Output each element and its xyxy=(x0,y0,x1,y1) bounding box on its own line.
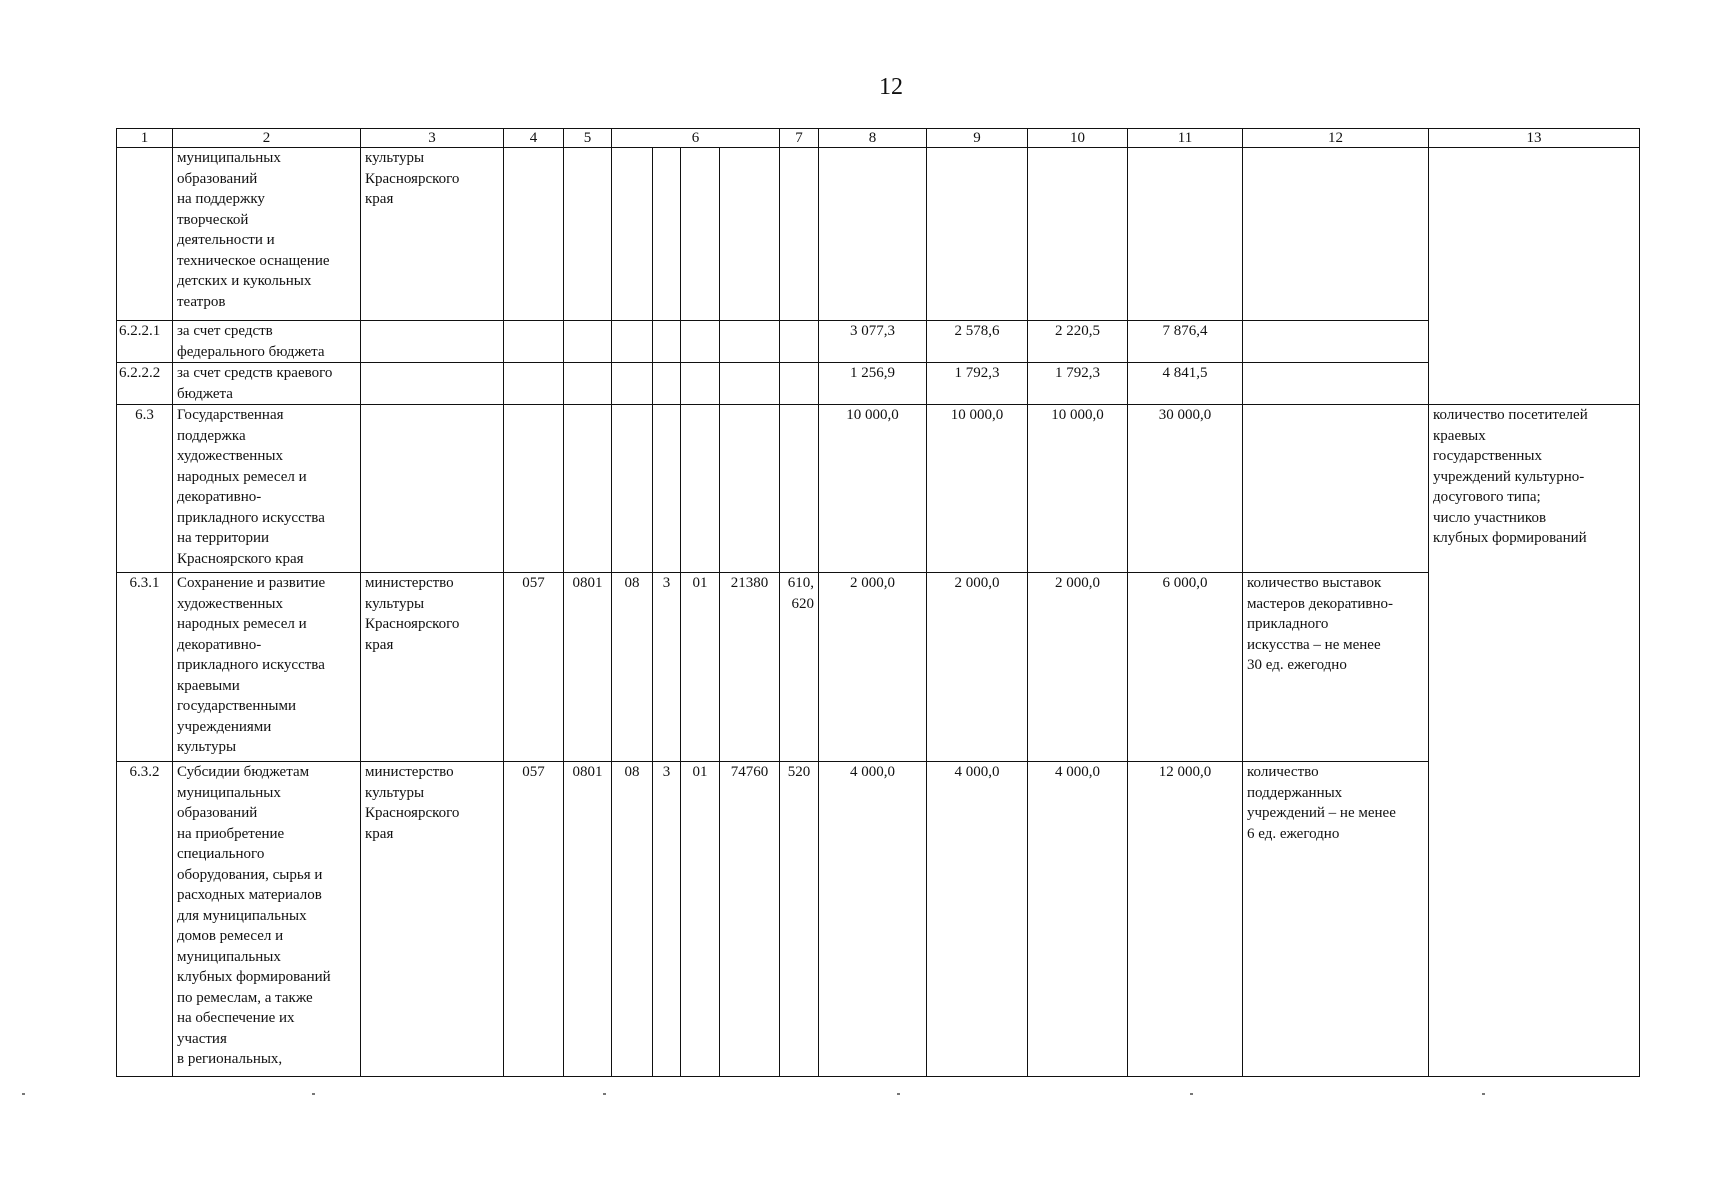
administrator: министерство культуры Красноярского края xyxy=(361,762,504,1077)
csr-code-part xyxy=(653,321,681,363)
year2-amount: 1 792,3 xyxy=(927,363,1028,405)
year2-amount: 4 000,0 xyxy=(927,762,1028,1077)
column-header: 11 xyxy=(1128,129,1243,148)
row-number: 6.3.1 xyxy=(117,573,173,762)
csr-code-part xyxy=(612,321,653,363)
year3-amount: 10 000,0 xyxy=(1028,405,1128,573)
grbs-code: 057 xyxy=(504,573,564,762)
indicator-cell-empty xyxy=(1429,148,1640,405)
csr-code-part xyxy=(653,363,681,405)
grbs-code: 057 xyxy=(504,762,564,1077)
csr-code-part xyxy=(720,148,780,321)
row-number: 6.2.2.1 xyxy=(117,321,173,363)
activity-name: за счет средств федерального бюджета xyxy=(173,321,361,363)
csr-code-part: 01 xyxy=(681,762,720,1077)
column-header: 10 xyxy=(1028,129,1128,148)
year3-amount xyxy=(1028,148,1128,321)
activity-name: Государственная поддержка художественных народных ремесел и декоративно- прикладного искусства на территории Красноярского края xyxy=(173,405,361,573)
administrator xyxy=(361,363,504,405)
scan-speck xyxy=(312,1093,315,1095)
year3-amount: 2 000,0 xyxy=(1028,573,1128,762)
column-header: 4 xyxy=(504,129,564,148)
column-header: 1 xyxy=(117,129,173,148)
vr-code xyxy=(780,405,819,573)
csr-code-part: 3 xyxy=(653,762,681,1077)
table-row xyxy=(117,321,1640,363)
scan-speck xyxy=(22,1093,25,1095)
scan-speck xyxy=(1482,1093,1485,1095)
year1-amount: 3 077,3 xyxy=(819,321,927,363)
year1-amount: 4 000,0 xyxy=(819,762,927,1077)
scan-speck xyxy=(1190,1093,1193,1095)
column-header: 13 xyxy=(1429,129,1640,148)
csr-code-part xyxy=(653,148,681,321)
rzpr-code xyxy=(564,321,612,363)
csr-code-part: 3 xyxy=(653,573,681,762)
column-header: 6 xyxy=(612,129,780,148)
year3-amount: 4 000,0 xyxy=(1028,762,1128,1077)
scan-speck xyxy=(897,1093,900,1095)
expected-result: количество выставок мастеров декоративно- прикладного искусства – не менее 30 ед. ежегодно xyxy=(1243,573,1429,762)
rzpr-code: 0801 xyxy=(564,573,612,762)
activity-name: Субсидии бюджетам муниципальных образований на приобретение специального оборудования, сырья и расходных материалов для муниципальных домов ремесел и муниципальных клубных формирований по ремеслам, а также на обеспечение их участия в региональных, xyxy=(173,762,361,1077)
year2-amount: 2 578,6 xyxy=(927,321,1028,363)
table-row xyxy=(117,148,1640,321)
grbs-code xyxy=(504,148,564,321)
vr-code: 520 xyxy=(780,762,819,1077)
vr-code xyxy=(780,363,819,405)
grbs-code xyxy=(504,363,564,405)
csr-code-part xyxy=(720,321,780,363)
year3-amount: 1 792,3 xyxy=(1028,363,1128,405)
expected-result: количество поддержанных учреждений – не менее 6 ед. ежегодно xyxy=(1243,762,1429,1077)
csr-code-part: 01 xyxy=(681,573,720,762)
table-row xyxy=(117,762,1640,1077)
csr-code-part xyxy=(681,321,720,363)
csr-code-part xyxy=(612,148,653,321)
year1-amount: 1 256,9 xyxy=(819,363,927,405)
csr-code-part: 21380 xyxy=(720,573,780,762)
row-number: 6.3.2 xyxy=(117,762,173,1077)
csr-code-part xyxy=(681,363,720,405)
year2-amount: 2 000,0 xyxy=(927,573,1028,762)
column-header: 12 xyxy=(1243,129,1429,148)
csr-code-part: 08 xyxy=(612,762,653,1077)
vr-code xyxy=(780,321,819,363)
grbs-code xyxy=(504,321,564,363)
csr-code-part xyxy=(681,405,720,573)
total-amount: 4 841,5 xyxy=(1128,363,1243,405)
administrator xyxy=(361,405,504,573)
row-number xyxy=(117,148,173,321)
rzpr-code xyxy=(564,148,612,321)
administrator: министерство культуры Красноярского края xyxy=(361,573,504,762)
year1-amount: 10 000,0 xyxy=(819,405,927,573)
total-amount: 6 000,0 xyxy=(1128,573,1243,762)
rzpr-code: 0801 xyxy=(564,762,612,1077)
target-indicator: количество посетителей краевых государственных учреждений культурно- досугового типа; число участников клубных формирований xyxy=(1429,405,1640,1077)
administrator: культуры Красноярского края xyxy=(361,148,504,321)
page-number: 12 xyxy=(879,74,903,100)
activity-name: муниципальных образований на поддержку творческой деятельности и техническое оснащение детских и кукольных театров xyxy=(173,148,361,321)
program-activities-table xyxy=(116,128,1640,1077)
administrator xyxy=(361,321,504,363)
activity-name: за счет средств краевого бюджета xyxy=(173,363,361,405)
table-row xyxy=(117,573,1640,762)
csr-code-part xyxy=(612,405,653,573)
expected-result xyxy=(1243,148,1429,321)
table-row xyxy=(117,405,1640,573)
column-header: 9 xyxy=(927,129,1028,148)
scan-speck xyxy=(603,1093,606,1095)
rzpr-code xyxy=(564,405,612,573)
table-row xyxy=(117,363,1640,405)
total-amount xyxy=(1128,148,1243,321)
csr-code-part xyxy=(681,148,720,321)
year1-amount xyxy=(819,148,927,321)
csr-code-part xyxy=(720,405,780,573)
year2-amount: 10 000,0 xyxy=(927,405,1028,573)
column-header: 5 xyxy=(564,129,612,148)
activity-name: Сохранение и развитие художественных народных ремесел и декоративно- прикладного искусства краевыми государственными учреждениями культуры xyxy=(173,573,361,762)
expected-result xyxy=(1243,321,1429,363)
vr-code xyxy=(780,148,819,321)
csr-code-part: 08 xyxy=(612,573,653,762)
column-header: 8 xyxy=(819,129,927,148)
total-amount: 30 000,0 xyxy=(1128,405,1243,573)
expected-result xyxy=(1243,363,1429,405)
year3-amount: 2 220,5 xyxy=(1028,321,1128,363)
column-header: 7 xyxy=(780,129,819,148)
total-amount: 7 876,4 xyxy=(1128,321,1243,363)
total-amount: 12 000,0 xyxy=(1128,762,1243,1077)
rzpr-code xyxy=(564,363,612,405)
row-number: 6.2.2.2 xyxy=(117,363,173,405)
row-number: 6.3 xyxy=(117,405,173,573)
csr-code-part xyxy=(653,405,681,573)
grbs-code xyxy=(504,405,564,573)
column-header: 3 xyxy=(361,129,504,148)
column-header: 2 xyxy=(173,129,361,148)
scan-specks xyxy=(0,1093,1709,1097)
csr-code-part xyxy=(720,363,780,405)
csr-code-part: 74760 xyxy=(720,762,780,1077)
year1-amount: 2 000,0 xyxy=(819,573,927,762)
expected-result xyxy=(1243,405,1429,573)
year2-amount xyxy=(927,148,1028,321)
column-number-row xyxy=(117,129,1640,148)
vr-code: 610, 620 xyxy=(780,573,819,762)
csr-code-part xyxy=(612,363,653,405)
